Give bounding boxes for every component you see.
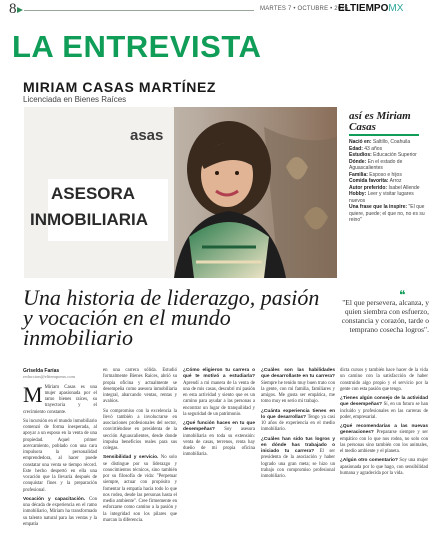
answer: Siempre he tenido muy buen trato con la gente, con mi familia, familiares y amigos. Me gusta ser empática, me tomo muy en serio mi trabajo. bbox=[261, 380, 335, 405]
paragraph: Su compromiso con la excelencia la llevó también a involucrarse en asociaciones profesionales del sector, convirtiéndose en presidenta de la sección Aguascalientes, desde donde impulsa beneficios reales para sus colegas. bbox=[103, 408, 177, 451]
question: ¿Cuáles son las habilidades que desarrollaste en tu carrera? bbox=[261, 368, 335, 380]
arrow-icon bbox=[17, 7, 23, 13]
profile-key: Autor preferido: bbox=[349, 184, 388, 191]
profile-value: "El que quiere, puede; el que no, no es su reino" bbox=[349, 204, 425, 223]
question: ¿Qué función haces en tu que desempeñas? bbox=[183, 421, 255, 433]
page-header bbox=[0, 0, 433, 20]
qa-item bbox=[340, 396, 428, 421]
profile-value: Arroz bbox=[389, 178, 402, 184]
profile-rule bbox=[349, 134, 419, 136]
paragraph: Sensibilidad y servicio. No solo se distingue por su liderazgo y conocimientos técnicos, sino también por su filosofía de vida: "Perpetuar siempre, actuar con propósito y fomentar la empatía hacia todo lo que nos rodea, desde las personas hasta el medio ambiente". Cree firmemente en esforzarse como camino a la pasión y la integridad son los pilares que marcan la diferencia. bbox=[103, 455, 177, 523]
profile-row bbox=[349, 159, 429, 172]
profile-key: Nació en: bbox=[349, 139, 372, 145]
answer: Aprendí a mi manera de la venta de una de mis casas, descubrí mi pasión en esta actividad y siento que es un camino para ayudar a las personas a encontrar un lugar de tranquilidad y la seguridad de un patrimonio. bbox=[183, 380, 255, 417]
qa-item bbox=[340, 424, 428, 455]
answer: Sí, en un futuro se han incluido y profesionales en las carreras de poder, empresarial. bbox=[340, 402, 428, 420]
question: ¿Qué recomendarías a las nuevas generaciones? bbox=[340, 424, 428, 436]
profile-row bbox=[349, 191, 429, 204]
sign-small-text: asas bbox=[130, 127, 164, 144]
qa-item bbox=[183, 368, 255, 418]
question: ¿Cuáles han sido tus logros y en dónde has trabajado o iniciado tu carrera? bbox=[261, 436, 335, 454]
answer: Tengo ya casi 10 años de experiencia en el medio inmobiliario. bbox=[261, 414, 335, 433]
byline-author: Griselda Farías bbox=[23, 368, 60, 374]
profile-key: Comida favorita: bbox=[349, 178, 389, 184]
subject-name: MIRIAM CASAS MARTÍNEZ bbox=[23, 79, 217, 95]
answer: Soy asesora inmobiliaria en toda su extensión: venta de casas, terrenos, renta hay dueño de mi propia oficina inmobiliaria. bbox=[183, 427, 256, 458]
answer: Soy una mujer apasionada por lo que hago, con sensibilidad humana y agradecida por la vida. bbox=[340, 458, 429, 476]
profile-key: Hobby: bbox=[349, 191, 367, 197]
profile-row bbox=[349, 204, 429, 224]
article-column-2 bbox=[103, 368, 177, 527]
sign-line-1: ASESORA bbox=[51, 184, 136, 203]
profile-value: Isabel Allende bbox=[388, 184, 420, 191]
question: ¿Cómo eligieron tu carrera o qué te motivó a estudiarla? bbox=[183, 368, 255, 380]
article-headline: Una historia de liderazgo, pasión y vocación en el mundo inmobiliario bbox=[23, 285, 320, 350]
profile-key: Dónde: bbox=[349, 158, 367, 165]
subject-role: Licenciada en Bienes Raíces bbox=[23, 95, 127, 104]
profile-key: Familia: bbox=[349, 171, 368, 178]
drop-cap: M bbox=[23, 381, 43, 407]
profile-value: Esposo e hijos bbox=[369, 171, 402, 178]
qa-item bbox=[183, 421, 255, 459]
page-number: 8 bbox=[9, 1, 17, 17]
sign-line-2: INMOBILIARIA bbox=[30, 210, 149, 229]
article-column-4 bbox=[261, 368, 335, 483]
profile-box bbox=[349, 111, 429, 224]
paragraph: M Miriam Casas es una mujer apasionada por el ramo bienes raíces, su trayectoria y el crecimiento constante. bbox=[23, 381, 97, 415]
answer: dicta cursos y también hace hacer de la vida un camino con la satisfacción de haber construido algo propio y el servicio por la gente con esta pasión que tengo. bbox=[340, 368, 428, 392]
question: ¿Algún otro comentario? bbox=[340, 458, 398, 464]
qa-item bbox=[261, 368, 335, 406]
section-title: LA ENTREVISTA bbox=[12, 29, 262, 64]
qa-item bbox=[340, 368, 428, 393]
qa-item bbox=[261, 437, 335, 481]
answer: El ser presidenta de la asociación y haber logrado una gran meta; se hizo un trabajo con compromiso profesional inmobiliario. bbox=[261, 449, 335, 479]
question: ¿Cuánta experiencia tienes en lo que desarrollas? bbox=[261, 408, 335, 420]
header-rule bbox=[24, 10, 254, 11]
portrait-photo bbox=[24, 107, 337, 278]
paragraph: Vocación y capacitación. Con una década de experiencia en el ramo inmobiliario, Miriam ha transformado su talento natural para las ventas y la empatía bbox=[23, 496, 97, 527]
profile-key: Estudios: bbox=[349, 152, 372, 158]
quote-icon: ❝ bbox=[399, 288, 406, 302]
masthead-logo bbox=[338, 3, 403, 14]
question: ¿Tienes algún consejo de la actividad que desempeñas? bbox=[340, 396, 428, 408]
article-column-5 bbox=[340, 368, 428, 480]
answer: Prepararse siempre y ser empático con lo que nos rodea, no solo con las personas sino también con los animales, el medio ambiente y el planeta. bbox=[340, 430, 429, 454]
profile-key: Edad: bbox=[349, 145, 363, 152]
paragraph: en una carrera sólida. Estudió formalmente Bienes Raíces, abrió su propia oficina y actualmente se desempeña como asesora inmobiliaria integral, abarcando ventas, rentas y avalúos. bbox=[103, 368, 177, 405]
profile-value: Saltillo, Coahuila bbox=[372, 139, 411, 145]
article-column-1 bbox=[23, 368, 97, 531]
profile-heading: así es Miriam Casas bbox=[349, 110, 411, 133]
profile-value: Leer y visitar lugares nuevos bbox=[349, 191, 414, 204]
portrait-illustration bbox=[24, 107, 337, 278]
qa-item bbox=[340, 458, 428, 477]
paragraph: Su incursión en el mundo inmobiliario comenzó de forma inesperada, al apoyar a un esposo en la venta de una propiedad. Aquel primer acercamiento, poblado con una cara impulsora la personalidad emprendedora, al hacer puede constatar una venta se tiempo récord. Este hecho despertó en ella una vocación que la llevaría después de conquistar fines y la preparación profesional. bbox=[23, 418, 97, 493]
profile-value: En el estado de Aguascalientes bbox=[349, 158, 403, 171]
article-column-3 bbox=[183, 368, 255, 462]
profile-value: 43 años bbox=[364, 145, 383, 152]
brand-suffix: MX bbox=[388, 3, 404, 14]
pull-quote: "El que persevera, alcanza, y quien siembra con esfuerzo, constancia y corazón, tarde o temprano cosecha logros". bbox=[341, 298, 429, 334]
subhead: Sensibilidad y servicio. bbox=[103, 455, 159, 461]
byline-email: redaccion@eltiempomx.com bbox=[23, 374, 76, 380]
brand-name: ELTIEMPO bbox=[338, 3, 389, 14]
subhead: Vocación y capacitación. bbox=[23, 496, 86, 502]
profile-key: Una frase que la inspire: bbox=[349, 204, 408, 210]
profile-value: Educación Superior bbox=[373, 152, 417, 158]
issue-date: MARTES 7 • OCTUBRE • 2025 bbox=[260, 6, 349, 12]
qa-item bbox=[261, 409, 335, 434]
